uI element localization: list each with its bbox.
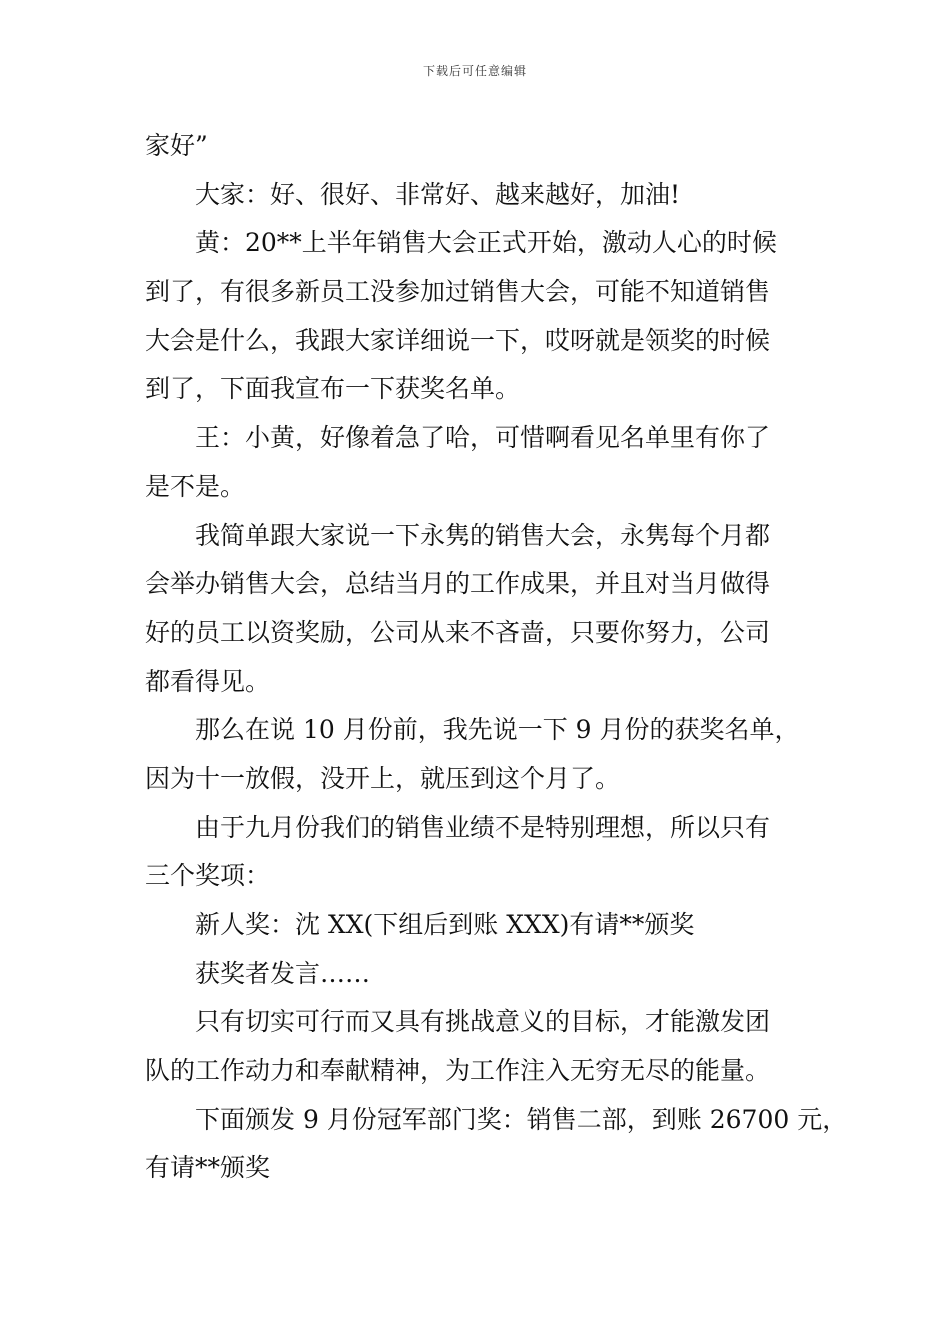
page-header: 下载后可任意编辑 bbox=[422, 64, 527, 78]
text-line: 大会是什么，我跟大家详细说一下，哎呀就是领奖的时候 bbox=[145, 325, 771, 355]
text-line: 那么在说 10 月份前，我先说一下 9 月份的获奖名单， bbox=[195, 715, 800, 745]
text-line: 是不是。 bbox=[145, 471, 246, 501]
text-line: 好的员工以资奖励，公司从来不吝啬，只要你努力，公司 bbox=[145, 617, 771, 647]
text-line: 到了，有很多新员工没参加过销售大会，可能不知道销售 bbox=[145, 277, 771, 307]
text-line: 由于九月份我们的销售业绩不是特别理想，所以只有 bbox=[195, 812, 771, 842]
text-line: 王：小黄，好像着急了哈，可惜啊看见名单里有你了 bbox=[195, 423, 771, 453]
text-line: 只有切实可行而又具有挑战意义的目标，才能激发团 bbox=[195, 1007, 771, 1037]
text-line: 都看得见。 bbox=[145, 666, 271, 696]
text-line: 三个奖项： bbox=[145, 861, 271, 891]
document-body bbox=[145, 122, 848, 1193]
text-line: 队的工作动力和奉献精神，为工作注入无穷无尽的能量。 bbox=[145, 1056, 771, 1086]
text-line: 我简单跟大家说一下永隽的销售大会，永隽每个月都 bbox=[195, 520, 771, 550]
text-line: 会举办销售大会，总结当月的工作成果，并且对当月做得 bbox=[145, 569, 771, 599]
text-line: 大家：好、很好、非常好、越来越好，加油! bbox=[195, 179, 681, 209]
text-line: 下面颁发 9 月份冠军部门奖：销售二部，到账 26700 元， bbox=[195, 1104, 848, 1134]
text-line: 到了，下面我宣布一下获奖名单。 bbox=[145, 374, 521, 404]
text-line: 黄：20**上半年销售大会正式开始，激动人心的时候 bbox=[195, 228, 777, 258]
text-line: 因为十一放假，没开上，就压到这个月了。 bbox=[145, 763, 621, 793]
text-line: 新人奖：沈 XX(下组后到账 XXX)有请**颁奖 bbox=[195, 910, 695, 939]
text-line: 有请**颁奖 bbox=[145, 1153, 271, 1183]
text-line: 获奖者发言…… bbox=[195, 958, 371, 988]
text-line: 家好” bbox=[145, 131, 208, 160]
